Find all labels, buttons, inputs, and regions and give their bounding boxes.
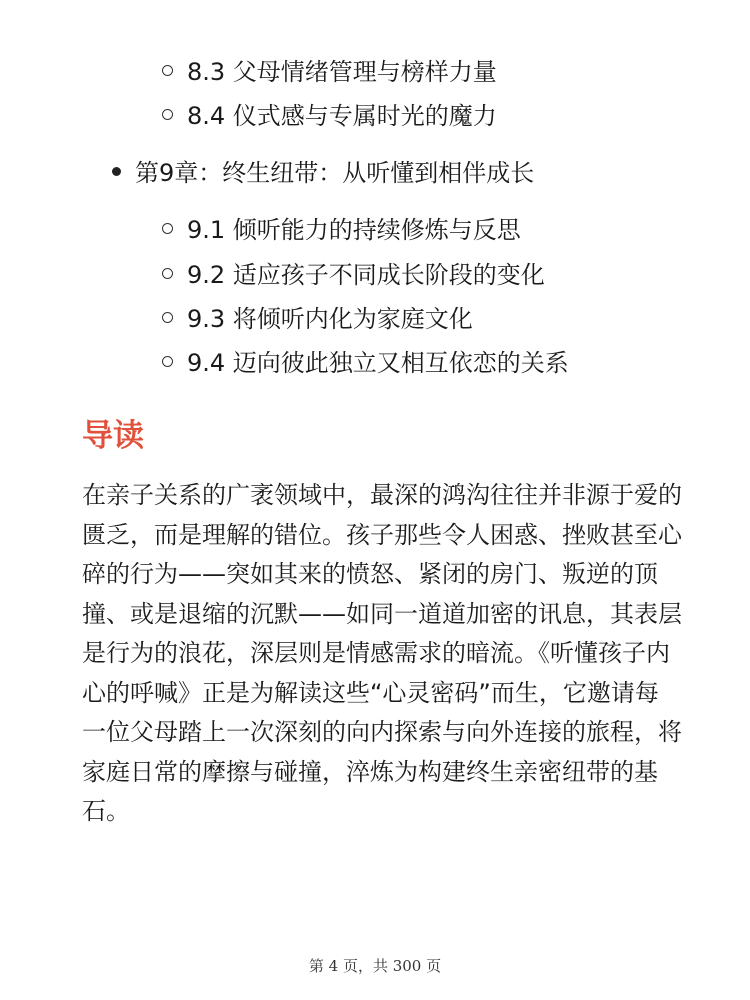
section-heading-intro: 导读	[82, 418, 144, 454]
toc-item-label: 9.4 迈向彼此独立又相互依恋的关系	[187, 349, 569, 377]
hollow-bullet-icon	[162, 223, 173, 234]
toc-item-8-3	[162, 55, 497, 89]
toc-item-9-3	[162, 302, 473, 336]
hollow-bullet-icon	[162, 109, 173, 120]
filled-bullet-icon	[112, 167, 121, 176]
intro-paragraph: 在亲子关系的广袤领域中，最深的鸿沟往往并非源于爱的匮乏，而是理解的错位。孩子那些令人困惑、挫败甚至心碎的行为——突如其来的愤怒、紧闭的房门、叛逆的顶撞、或是退缩的沉默——如同一道道加密的讯息，其表层是行为的浪花，深层则是情感需求的暗流。《听懂孩子内心的呼喊》正是为解读这些“心灵密码”而生，它邀请每一位父母踏上一次深刻的向内探索与向外连接的旅程，将家庭日常的摩擦与碰撞，淬炼为构建终生亲密纽带的基石。	[82, 481, 682, 825]
hollow-bullet-icon	[162, 356, 173, 367]
toc-item-9-1	[162, 213, 521, 247]
hollow-bullet-icon	[162, 312, 173, 323]
toc-item-label: 9.3 将倾听内化为家庭文化	[187, 305, 473, 333]
page-number: 第 4 页，共 300 页	[308, 957, 442, 975]
toc-item-label: 8.3 父母情绪管理与榜样力量	[187, 58, 497, 86]
toc-item-label: 9.1 倾听能力的持续修炼与反思	[187, 216, 521, 244]
toc-chapter-9	[112, 156, 534, 190]
toc-item-label: 9.2 适应孩子不同成长阶段的变化	[187, 261, 545, 289]
toc-item-9-2	[162, 258, 545, 292]
toc-chapter-label: 第9章：终生纽带：从听懂到相伴成长	[135, 159, 535, 187]
toc-item-9-4	[162, 346, 569, 380]
toc-item-8-4	[162, 99, 497, 133]
hollow-bullet-icon	[162, 268, 173, 279]
toc-item-label: 8.4 仪式感与专属时光的魔力	[187, 102, 497, 130]
hollow-bullet-icon	[162, 65, 173, 76]
